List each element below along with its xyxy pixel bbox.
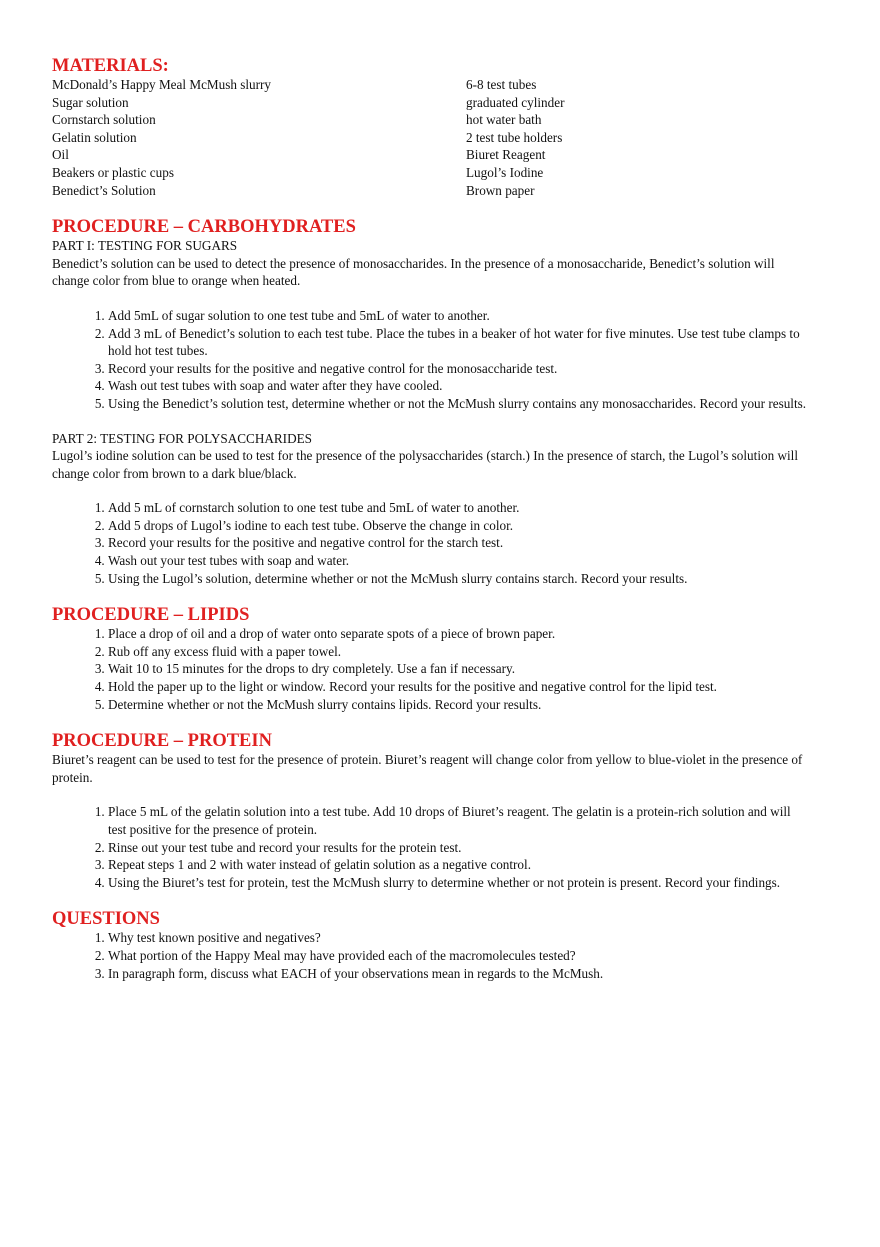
protein-heading: PROCEDURE – PROTEIN bbox=[52, 731, 272, 752]
material-item: hot water bath bbox=[466, 112, 542, 128]
material-item: Lugol’s Iodine bbox=[466, 164, 544, 180]
materials-left-column bbox=[52, 76, 466, 199]
list-item: 2. What portion of the Happy Meal may have provided each of the macromolecules tested? bbox=[108, 947, 812, 965]
protein-steps bbox=[52, 803, 812, 891]
materials-right-column bbox=[466, 76, 766, 199]
material-item: Cornstarch solution bbox=[52, 112, 156, 128]
lipids-heading: PROCEDURE – LIPIDS bbox=[52, 605, 250, 626]
part1-intro: Benedict’s solution can be used to detect the presence of monosaccharides. In the presence of a monosaccharide, Benedict’s solution will change color from blue to orange when heated. bbox=[52, 255, 775, 289]
carbohydrates-heading: PROCEDURE – CARBOHYDRATES bbox=[52, 217, 356, 238]
materials-list bbox=[52, 76, 812, 199]
list-item: 1. Place 5 mL of the gelatin solution into a test tube. Add 10 drops of Biuret’s reagent. The gelatin is a protein-rich solution and will test positive for the presence of protein. bbox=[108, 803, 812, 838]
part1-title: PART I: TESTING FOR SUGARS bbox=[52, 238, 238, 254]
questions-list bbox=[52, 929, 812, 982]
part2-title: PART 2: TESTING FOR POLYSACCHARIDES bbox=[52, 430, 312, 446]
material-item: Benedict’s Solution bbox=[52, 182, 156, 198]
lipids-steps bbox=[52, 625, 812, 713]
materials-heading: MATERIALS: bbox=[52, 56, 169, 76]
list-item: 2. Rinse out your test tube and record your results for the protein test. bbox=[108, 839, 812, 857]
material-item: Brown paper bbox=[466, 182, 535, 198]
part2-intro: Lugol’s iodine solution can be used to test for the presence of the polysaccharides (starch.) In the presence of starch, the Lugol’s solution will change color from brown to a dark blue/black. bbox=[52, 448, 798, 481]
material-item: Sugar solution bbox=[52, 94, 129, 110]
list-item: 2. Rub off any excess fluid with a paper towel. bbox=[108, 643, 812, 661]
list-item: 4. Wash out test tubes with soap and water after they have cooled. bbox=[108, 377, 812, 395]
material-item: graduated cylinder bbox=[466, 94, 565, 110]
list-item: 5. Determine whether or not the McMush slurry contains lipids. Record your results. bbox=[108, 696, 812, 714]
material-item: Biuret Reagent bbox=[466, 147, 546, 163]
questions-heading: QUESTIONS bbox=[52, 909, 160, 930]
list-item: 4. Hold the paper up to the light or window. Record your results for the positive and negative control for the lipid test. bbox=[108, 678, 812, 696]
list-item: 5. Using the Benedict’s solution test, determine whether or not the McMush slurry contains any monosaccharides. Record your results. bbox=[108, 395, 812, 413]
list-item: 2. Add 3 mL of Benedict’s solution to each test tube. Place the tubes in a beaker of hot water for five minutes. Use test tube clamps to hold hot test tubes. bbox=[108, 325, 812, 360]
list-item: 3. Wait 10 to 15 minutes for the drops to dry completely. Use a fan if necessary. bbox=[108, 660, 812, 678]
material-item: 6-8 test tubes bbox=[466, 77, 537, 92]
list-item: 3. Record your results for the positive and negative control for the starch test. bbox=[108, 534, 812, 552]
list-item: 1. Add 5mL of sugar solution to one test tube and 5mL of water to another. bbox=[108, 307, 812, 325]
list-item: 1. Place a drop of oil and a drop of water onto separate spots of a piece of brown paper. bbox=[108, 625, 812, 643]
list-item: 1. Why test known positive and negatives? bbox=[108, 929, 812, 947]
list-item: 5. Using the Lugol’s solution, determine whether or not the McMush slurry contains starch. Record your results. bbox=[108, 570, 812, 588]
list-item: 2. Add 5 drops of Lugol’s iodine to each test tube. Observe the change in color. bbox=[108, 517, 812, 535]
list-item: 3. Repeat steps 1 and 2 with water instead of gelatin solution as a negative control. bbox=[108, 856, 812, 874]
material-item: 2 test tube holders bbox=[466, 129, 563, 145]
material-item: McDonald’s Happy Meal McMush slurry bbox=[52, 77, 272, 92]
list-item: 4. Wash out your test tubes with soap and water. bbox=[108, 552, 812, 570]
list-item: 3. In paragraph form, discuss what EACH of your observations mean in regards to the McMush. bbox=[108, 965, 812, 983]
part1-steps bbox=[52, 307, 812, 413]
part2-steps bbox=[52, 499, 812, 587]
material-item: Beakers or plastic cups bbox=[52, 164, 174, 180]
list-item: 1. Add 5 mL of cornstarch solution to one test tube and 5mL of water to another. bbox=[108, 499, 812, 517]
material-item: Oil bbox=[52, 147, 69, 163]
list-item: 3. Record your results for the positive and negative control for the monosaccharide test. bbox=[108, 360, 812, 378]
material-item: Gelatin solution bbox=[52, 129, 137, 145]
document-page bbox=[52, 56, 812, 982]
list-item: 4. Using the Biuret’s test for protein, test the McMush slurry to determine whether or not protein is present. Record your findings. bbox=[108, 874, 812, 892]
protein-intro: Biuret’s reagent can be used to test for the presence of protein. Biuret’s reagent will change color from yellow to blue-violet in the presence of protein. bbox=[52, 752, 803, 785]
